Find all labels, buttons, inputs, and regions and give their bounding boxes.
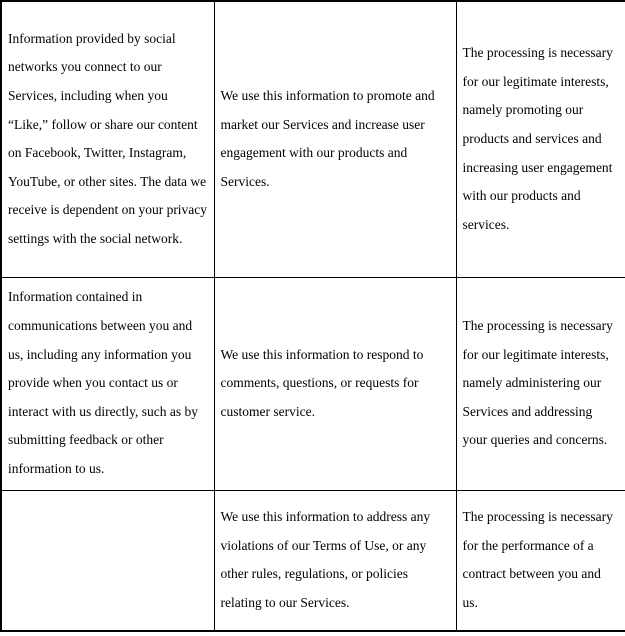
cell-row2-legal-basis: The processing is necessary for our legitimate interests, namely administering our Services and addressing your queries and concerns.	[456, 277, 625, 490]
cell-row2-information-collected: Information contained in communications between you and us, including any information you provide when you contact us or interact with us directly, such as by submitting feedback or other information to us.	[1, 277, 214, 490]
table-row	[1, 1, 625, 277]
cell-row1-how-we-use: We use this information to promote and market our Services and increase user engagement with our products and Services.	[214, 1, 456, 277]
cell-row2-how-we-use: We use this information to respond to comments, questions, or requests for customer service.	[214, 277, 456, 490]
cell-row3-legal-basis: The processing is necessary for the performance of a contract between you and us.	[456, 490, 625, 631]
table-row	[1, 490, 625, 631]
table-row	[1, 277, 625, 490]
cell-row1-information-collected: Information provided by social networks you connect to our Services, including when you “Like,” follow or share our content on Facebook, Twitter, Instagram, YouTube, or other sites. The data we receive is dependent on your privacy settings with the social network.	[1, 1, 214, 277]
cell-row3-information-collected-empty	[1, 490, 214, 631]
cell-row1-legal-basis: The processing is necessary for our legitimate interests, namely promoting our products and services and increasing user engagement with our products and services.	[456, 1, 625, 277]
cell-row3-how-we-use: We use this information to address any violations of our Terms of Use, or any other rules, regulations, or policies relating to our Services.	[214, 490, 456, 631]
